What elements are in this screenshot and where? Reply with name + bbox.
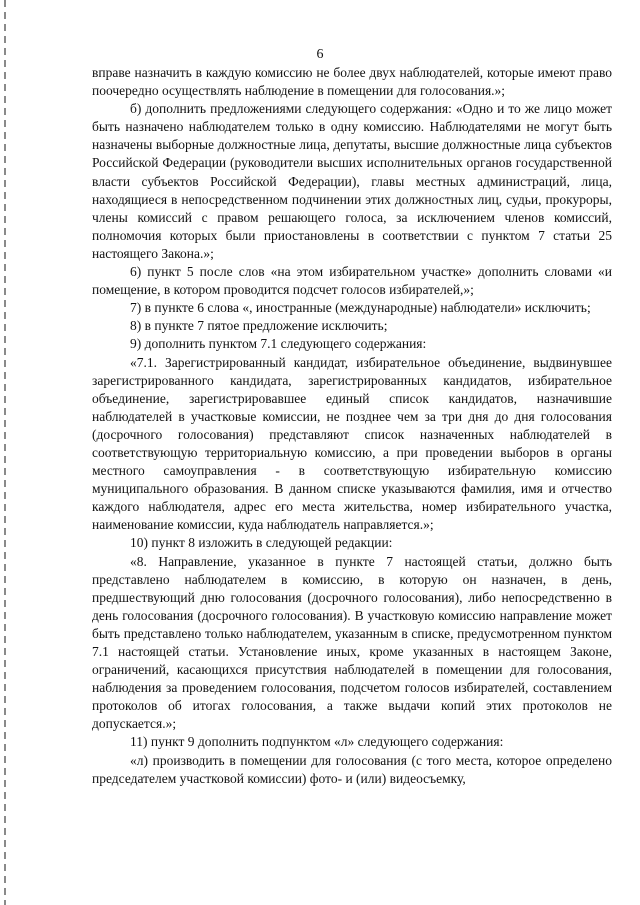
- paragraph-8-point7: 8) в пункте 7 пятое предложение исключить;: [130, 318, 388, 334]
- paragraph-b-additions: б) дополнить предложениями следующего содержания: «Одно и то же лицо может быть назначено наблюдателем только в одну комиссию. Наблюдателями не могут быть назначены выборные должностные лица, депутаты, высшие должностные лица субъектов Российской Федерации (руководители высших исполнительных органов государственной власти субъектов Российской Федерации), главы местных администраций, лица, находящиеся в непосредственном подчинении этих должностных лиц, судьи, прокуроры, члены комиссий с правом решающего голоса, за исключением членов комиссий, полномочия которых были приостановлены в соответствии с пунктом 7 статьи 25 настоящего Закона.»;: [92, 101, 612, 261]
- page-number: 6: [316, 47, 324, 62]
- paragraph-6-point5: 6) пункт 5 после слов «на этом избирательном участке» дополнить словами «и помещение, в котором проводится подсчет голосов избирателей,»;: [92, 264, 612, 298]
- paragraph-9-point71-intro: 9) дополнить пунктом 7.1 следующего содержания:: [130, 336, 427, 352]
- paragraph-7-point6: 7) в пункте 6 слова «, иностранные (международные) наблюдатели» исключить;: [130, 300, 591, 316]
- document-body: [92, 64, 612, 788]
- paragraph-point71-text: «7.1. Зарегистрированный кандидат, избирательное объединение, выдвинувшее зарегистрированного кандидата, зарегистрированных кандидатов, избирательное объединение, зарегистрировавшее единый список кандидатов, назначившие наблюдателей в участковые комиссии, не позднее чем за три дня до дня голосования (досрочного голосования) представляют список назначенных наблюдателей в соответствующую территориальную комиссию, а при проведении выборов в органы местного самоуправления - в соответствующую избирательную комиссию муниципального образования. В данном списке указываются фамилия, имя и отчество каждого наблюдателя, адрес его места жительства, номер избирательного участка, наименование комиссии, куда наблюдатель направляется.»;: [92, 354, 612, 533]
- paragraph-11-point9-intro: 11) пункт 9 дополнить подпунктом «л» следующего содержания:: [130, 734, 504, 750]
- paragraph-10-point8-intro: 10) пункт 8 изложить в следующей редакции:: [130, 535, 393, 551]
- paragraph-subpoint-l: «л) производить в помещении для голосования (с того места, которое определено председателем участковой комиссии) фото- и (или) видеосъемку,: [92, 752, 612, 786]
- paragraph-continuation: вправе назначить в каждую комиссию не более двух наблюдателей, которые имеют право поочередно осуществлять наблюдение в помещении для голосования.»;: [92, 65, 612, 99]
- paragraph-point8-text: «8. Направление, указанное в пункте 7 настоящей статьи, должно быть представлено наблюдателем в комиссию, в которую он назначен, в день, предшествующий дню голосования (досрочного голосования), либо непосредственно в день голосования (досрочного голосования). В участковую комиссию направление может быть представлено только наблюдателем, указанным в списке, предусмотренном пунктом 7.1 настоящей статьи. Установление иных, кроме указанных в настоящем Законе, ограничений, касающихся присутствия наблюдателей в помещении для голосования, наблюдения за проведением голосования, подсчетом голосов избирателей, составлением протоколов об итогах голосования, а также выдачи копий этих протоколов не допускается.»;: [92, 553, 612, 732]
